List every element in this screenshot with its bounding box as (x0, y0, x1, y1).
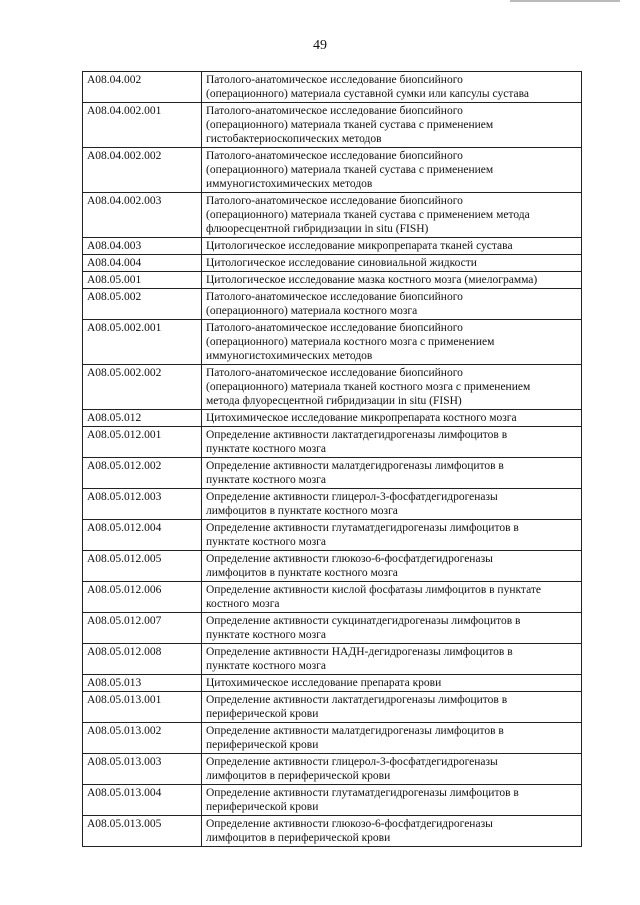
service-name-cell: Патолого-анатомическое исследование биопсийного (операционного) материала суставной сумки или капсулы сустава (202, 72, 582, 103)
table-row (83, 320, 582, 365)
table-row (83, 255, 582, 272)
service-code-cell: A08.05.002 (83, 289, 202, 320)
service-code-cell: A08.05.012.004 (83, 520, 202, 551)
service-code-cell: A08.05.012.002 (83, 458, 202, 489)
table-row (83, 692, 582, 723)
service-code-cell: A08.05.002.001 (83, 320, 202, 365)
table-body (83, 72, 582, 847)
service-codes-table (82, 71, 582, 847)
service-name-cell: Определение активности лактатдегидрогеназы лимфоцитов в периферической крови (202, 692, 582, 723)
service-code-cell: A08.05.012.005 (83, 551, 202, 582)
service-code-cell: A08.05.013.003 (83, 754, 202, 785)
service-code-cell: A08.04.003 (83, 238, 202, 255)
table-row (83, 754, 582, 785)
service-code-cell: A08.05.013 (83, 675, 202, 692)
table-row (83, 148, 582, 193)
table-row (83, 410, 582, 427)
scan-edge-mark (510, 0, 620, 2)
service-code-cell: A08.05.012.001 (83, 427, 202, 458)
table-row (83, 289, 582, 320)
service-name-cell: Определение активности глутаматдегидрогеназы лимфоцитов в пунктате костного мозга (202, 520, 582, 551)
service-code-cell: A08.05.012.003 (83, 489, 202, 520)
service-name-cell: Патолого-анатомическое исследование биопсийного (операционного) материала тканей сустава с применением иммуногистохимических методов (202, 148, 582, 193)
table-row (83, 816, 582, 847)
table-row (83, 613, 582, 644)
service-name-cell: Патолого-анатомическое исследование биопсийного (операционного) материала тканей сустава с применением метода флюоресцентной гибридизации in situ (FISH) (202, 193, 582, 238)
service-name-cell: Патолого-анатомическое исследование биопсийного (операционного) материала тканей сустава с применением гистобактериоскопических методов (202, 103, 582, 148)
table-row (83, 551, 582, 582)
service-code-cell: A08.05.012.007 (83, 613, 202, 644)
service-code-cell: A08.05.013.002 (83, 723, 202, 754)
table-row (83, 785, 582, 816)
service-name-cell: Определение активности малатдегидрогеназы лимфоцитов в пунктате костного мозга (202, 458, 582, 489)
service-code-cell: A08.04.002 (83, 72, 202, 103)
table-row (83, 458, 582, 489)
table-row (83, 675, 582, 692)
service-name-cell: Цитологическое исследование микропрепарата тканей сустава (202, 238, 582, 255)
service-name-cell: Определение активности глюкозо-6-фосфатдегидрогеназы лимфоцитов в периферической крови (202, 816, 582, 847)
service-name-cell: Цитологическое исследование синовиальной жидкости (202, 255, 582, 272)
table-row (83, 272, 582, 289)
service-code-cell: A08.05.012.008 (83, 644, 202, 675)
service-code-cell: A08.04.004 (83, 255, 202, 272)
service-name-cell: Определение активности лактатдегидрогеназы лимфоцитов в пунктате костного мозга (202, 427, 582, 458)
table-row (83, 489, 582, 520)
service-name-cell: Определение активности глицерол-3-фосфатдегидрогеназы лимфоцитов в периферической крови (202, 754, 582, 785)
page-number: 49 (313, 38, 327, 53)
service-name-cell: Определение активности глицерол-3-фосфатдегидрогеназы лимфоцитов в пунктате костного мозга (202, 489, 582, 520)
service-name-cell: Определение активности кислой фосфатазы лимфоцитов в пунктате костного мозга (202, 582, 582, 613)
service-code-cell: A08.04.002.001 (83, 103, 202, 148)
table-row (83, 582, 582, 613)
service-code-cell: A08.05.001 (83, 272, 202, 289)
service-code-cell: A08.05.012.006 (83, 582, 202, 613)
service-name-cell: Патолого-анатомическое исследование биопсийного (операционного) материала тканей костного мозга с применением метода флуоресцентной гибридизации in situ (FISH) (202, 365, 582, 410)
service-name-cell: Определение активности глутаматдегидрогеназы лимфоцитов в периферической крови (202, 785, 582, 816)
service-name-cell: Определение активности НАДН-дегидрогеназы лимфоцитов в пунктате костного мозга (202, 644, 582, 675)
table-row (83, 723, 582, 754)
service-name-cell: Цитологическое исследование мазка костного мозга (миелограмма) (202, 272, 582, 289)
service-name-cell: Цитохимическое исследование препарата крови (202, 675, 582, 692)
service-name-cell: Определение активности глюкозо-6-фосфатдегидрогеназы лимфоцитов в пунктате костного мозга (202, 551, 582, 582)
table-row (83, 103, 582, 148)
table-row (83, 520, 582, 551)
table-row (83, 644, 582, 675)
service-code-cell: A08.04.002.002 (83, 148, 202, 193)
service-code-cell: A08.05.013.004 (83, 785, 202, 816)
table-row (83, 238, 582, 255)
service-name-cell: Патолого-анатомическое исследование биопсийного (операционного) материала костного мозга (202, 289, 582, 320)
table-row (83, 365, 582, 410)
service-code-cell: A08.04.002.003 (83, 193, 202, 238)
service-code-cell: A08.05.012 (83, 410, 202, 427)
service-name-cell: Определение активности малатдегидрогеназы лимфоцитов в периферической крови (202, 723, 582, 754)
service-name-cell: Цитохимическое исследование микропрепарата костного мозга (202, 410, 582, 427)
service-code-cell: A08.05.013.001 (83, 692, 202, 723)
service-name-cell: Патолого-анатомическое исследование биопсийного (операционного) материала костного мозга с применением иммуногистохимических методов (202, 320, 582, 365)
table-row (83, 72, 582, 103)
service-name-cell: Определение активности сукцинатдегидрогеназы лимфоцитов в пунктате костного мозга (202, 613, 582, 644)
service-code-cell: A08.05.013.005 (83, 816, 202, 847)
service-code-cell: A08.05.002.002 (83, 365, 202, 410)
table-row (83, 193, 582, 238)
table-row (83, 427, 582, 458)
